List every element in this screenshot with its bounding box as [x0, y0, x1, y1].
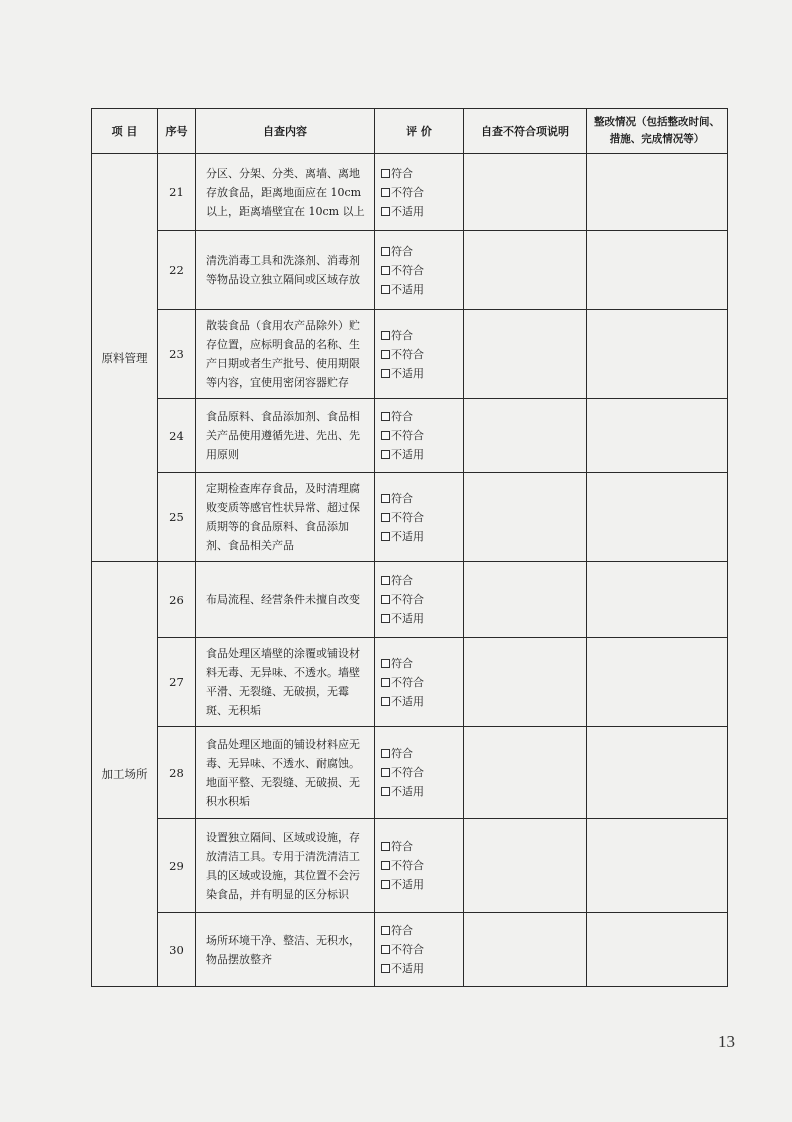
option-conform[interactable]	[381, 242, 457, 261]
item-number: 29	[158, 819, 196, 913]
table-row	[92, 562, 728, 638]
option-label: 不适用	[391, 448, 424, 461]
checkbox-icon[interactable]	[381, 595, 390, 604]
checkbox-icon[interactable]	[381, 964, 390, 973]
option-nonconform[interactable]	[381, 345, 457, 364]
rectification-cell[interactable]	[587, 310, 728, 399]
option-label: 不适用	[391, 529, 424, 543]
checkbox-icon[interactable]	[381, 768, 390, 777]
inspection-content: 散装食品（食用农产品除外）贮存位置，应标明食品的名称、生产日期或者生产批号、使用期限等内容，宜使用密闭容器贮存	[196, 310, 375, 399]
option-conform[interactable]	[381, 654, 457, 673]
option-conform[interactable]	[381, 489, 457, 508]
table-row	[92, 310, 728, 399]
option-label: 符合	[391, 328, 413, 342]
evaluation-cell	[375, 310, 464, 399]
nonconformity-note-cell[interactable]	[464, 399, 587, 473]
rectification-cell[interactable]	[587, 638, 728, 727]
option-label: 不适用	[391, 785, 424, 798]
option-label: 不符合	[391, 185, 424, 199]
evaluation-cell	[375, 638, 464, 727]
rectification-cell[interactable]	[587, 562, 728, 638]
option-label: 符合	[391, 574, 413, 587]
evaluation-cell	[375, 399, 464, 473]
item-number: 26	[158, 562, 196, 638]
inspection-content: 设置独立隔间、区域或设施，存放清洁工具。专用于清洗清洁工具的区域或设施，其位置不会污染食品，并有明显的区分标识	[196, 819, 375, 913]
checkbox-icon[interactable]	[381, 350, 390, 359]
checkbox-icon[interactable]	[381, 842, 390, 851]
item-number: 27	[158, 638, 196, 727]
option-nonconform[interactable]	[381, 590, 457, 609]
inspection-content: 食品处理区地面的铺设材料应无毒、无异味、不透水、耐腐蚀。地面平整、无裂缝、无破损、无积水积垢	[196, 727, 375, 819]
option-label: 不适用	[391, 204, 424, 218]
nonconformity-note-cell[interactable]	[464, 231, 587, 310]
option-nonconform[interactable]	[381, 426, 457, 445]
nonconformity-note-cell[interactable]	[464, 473, 587, 562]
checkbox-icon[interactable]	[381, 247, 390, 256]
option-label: 不适用	[391, 694, 424, 708]
option-label: 不符合	[391, 943, 424, 956]
option-nonconform[interactable]	[381, 508, 457, 527]
item-number: 28	[158, 727, 196, 819]
option-label: 符合	[391, 840, 413, 853]
nonconformity-note-cell[interactable]	[464, 913, 587, 987]
checkbox-icon[interactable]	[381, 861, 390, 870]
checkbox-icon[interactable]	[381, 787, 390, 796]
table-row	[92, 638, 728, 727]
option-conform[interactable]	[381, 407, 457, 426]
option-not-applicable[interactable]	[381, 364, 457, 383]
option-not-applicable[interactable]	[381, 782, 457, 801]
option-not-applicable[interactable]	[381, 692, 457, 711]
item-number: 23	[158, 310, 196, 399]
checkbox-icon[interactable]	[381, 945, 390, 954]
option-nonconform[interactable]	[381, 940, 457, 959]
option-not-applicable[interactable]	[381, 527, 457, 546]
category-cell: 加工场所	[92, 562, 158, 987]
option-nonconform[interactable]	[381, 183, 457, 202]
option-conform[interactable]	[381, 744, 457, 763]
checkbox-icon[interactable]	[381, 513, 390, 522]
option-label: 不适用	[391, 612, 424, 625]
option-not-applicable[interactable]	[381, 280, 457, 299]
option-label: 不适用	[391, 366, 424, 380]
option-label: 不符合	[391, 675, 424, 689]
inspection-content: 场所环境干净、整洁、无积水，物品摆放整齐	[196, 913, 375, 987]
rectification-cell[interactable]	[587, 727, 728, 819]
rectification-cell[interactable]	[587, 399, 728, 473]
option-not-applicable[interactable]	[381, 609, 457, 628]
nonconformity-note-cell[interactable]	[464, 819, 587, 913]
option-label: 不符合	[391, 510, 424, 524]
checkbox-icon[interactable]	[381, 285, 390, 294]
rectification-cell[interactable]	[587, 819, 728, 913]
nonconformity-note-cell[interactable]	[464, 638, 587, 727]
nonconformity-note-cell[interactable]	[464, 310, 587, 399]
rectification-cell[interactable]	[587, 231, 728, 310]
option-label: 不适用	[391, 282, 424, 296]
option-label: 不符合	[391, 263, 424, 277]
self-inspection-table	[91, 108, 728, 987]
table-header-row	[92, 109, 728, 154]
rectification-cell[interactable]	[587, 473, 728, 562]
option-nonconform[interactable]	[381, 856, 457, 875]
option-label: 符合	[391, 491, 413, 505]
evaluation-cell	[375, 819, 464, 913]
option-conform[interactable]	[381, 164, 457, 183]
option-nonconform[interactable]	[381, 261, 457, 280]
checkbox-icon[interactable]	[381, 188, 390, 197]
option-label: 符合	[391, 244, 413, 258]
checkbox-icon[interactable]	[381, 369, 390, 378]
inspection-content: 布局流程、经营条件未擅自改变	[196, 562, 375, 638]
rectification-cell[interactable]	[587, 154, 728, 231]
header-nonconformity-note: 自查不符合项说明	[464, 109, 587, 154]
checkbox-icon[interactable]	[381, 659, 390, 668]
evaluation-cell	[375, 473, 464, 562]
option-label: 不适用	[391, 962, 424, 975]
item-number: 22	[158, 231, 196, 310]
checkbox-icon[interactable]	[381, 431, 390, 440]
checkbox-icon[interactable]	[381, 678, 390, 687]
option-not-applicable[interactable]	[381, 959, 457, 978]
option-label: 不适用	[391, 878, 424, 891]
table-row	[92, 913, 728, 987]
option-label: 符合	[391, 410, 413, 423]
option-conform[interactable]	[381, 326, 457, 345]
evaluation-cell	[375, 727, 464, 819]
inspection-content: 食品原料、食品添加剂、食品相关产品使用遵循先进、先出、先用原则	[196, 399, 375, 473]
table-row	[92, 231, 728, 310]
item-number: 30	[158, 913, 196, 987]
nonconformity-note-cell[interactable]	[464, 727, 587, 819]
table-row	[92, 399, 728, 473]
checkbox-icon[interactable]	[381, 331, 390, 340]
checkbox-icon[interactable]	[381, 697, 390, 706]
page-number: 13	[718, 1032, 735, 1051]
option-label: 符合	[391, 747, 413, 760]
inspection-content: 定期检查库存食品，及时清理腐败变质等感官性状异常、超过保质期等的食品原料、食品添加剂、食品相关产品	[196, 473, 375, 562]
checkbox-icon[interactable]	[381, 494, 390, 503]
option-label: 不符合	[391, 347, 424, 361]
option-label: 符合	[391, 166, 413, 180]
table-row	[92, 819, 728, 913]
header-evaluation: 评 价	[375, 109, 464, 154]
option-label: 不符合	[391, 429, 424, 442]
item-number: 24	[158, 399, 196, 473]
option-not-applicable[interactable]	[381, 445, 457, 464]
checkbox-icon[interactable]	[381, 169, 390, 178]
option-label: 符合	[391, 924, 413, 937]
table-row	[92, 727, 728, 819]
checkbox-icon[interactable]	[381, 576, 390, 585]
nonconformity-note-cell[interactable]	[464, 562, 587, 638]
evaluation-cell	[375, 231, 464, 310]
inspection-content: 食品处理区墙壁的涂覆或铺设材料无毒、无异味、不透水。墙壁平滑、无裂缝、无破损，无霉斑、无积垢	[196, 638, 375, 727]
checkbox-icon[interactable]	[381, 207, 390, 216]
option-label: 不符合	[391, 766, 424, 779]
option-not-applicable[interactable]	[381, 202, 457, 221]
header-number: 序号	[158, 109, 196, 154]
evaluation-cell	[375, 913, 464, 987]
option-conform[interactable]	[381, 837, 457, 856]
checkbox-icon[interactable]	[381, 412, 390, 421]
checkbox-icon[interactable]	[381, 614, 390, 623]
table-row	[92, 473, 728, 562]
option-conform[interactable]	[381, 921, 457, 940]
rectification-cell[interactable]	[587, 913, 728, 987]
table-row	[92, 154, 728, 231]
option-label: 符合	[391, 656, 413, 670]
evaluation-cell	[375, 562, 464, 638]
nonconformity-note-cell[interactable]	[464, 154, 587, 231]
option-conform[interactable]	[381, 571, 457, 590]
checkbox-icon[interactable]	[381, 749, 390, 758]
checkbox-icon[interactable]	[381, 266, 390, 275]
option-label: 不符合	[391, 859, 424, 872]
option-nonconform[interactable]	[381, 673, 457, 692]
header-category: 项 目	[92, 109, 158, 154]
checkbox-icon[interactable]	[381, 532, 390, 541]
header-content: 自查内容	[196, 109, 375, 154]
option-not-applicable[interactable]	[381, 875, 457, 894]
checkbox-icon[interactable]	[381, 880, 390, 889]
category-cell: 原料管理	[92, 154, 158, 562]
option-label: 不符合	[391, 593, 424, 606]
item-number: 21	[158, 154, 196, 231]
evaluation-cell	[375, 154, 464, 231]
inspection-content: 分区、分架、分类、离墙、离地存放食品，距离地面应在 10cm 以上，距离墙壁宜在 10cm 以上	[196, 154, 375, 231]
inspection-content: 清洗消毒工具和洗涤剂、消毒剂等物品设立独立隔间或区域存放	[196, 231, 375, 310]
header-rectification: 整改情况（包括整改时间、措施、完成情况等）	[587, 109, 728, 154]
checkbox-icon[interactable]	[381, 450, 390, 459]
checkbox-icon[interactable]	[381, 926, 390, 935]
item-number: 25	[158, 473, 196, 562]
option-nonconform[interactable]	[381, 763, 457, 782]
